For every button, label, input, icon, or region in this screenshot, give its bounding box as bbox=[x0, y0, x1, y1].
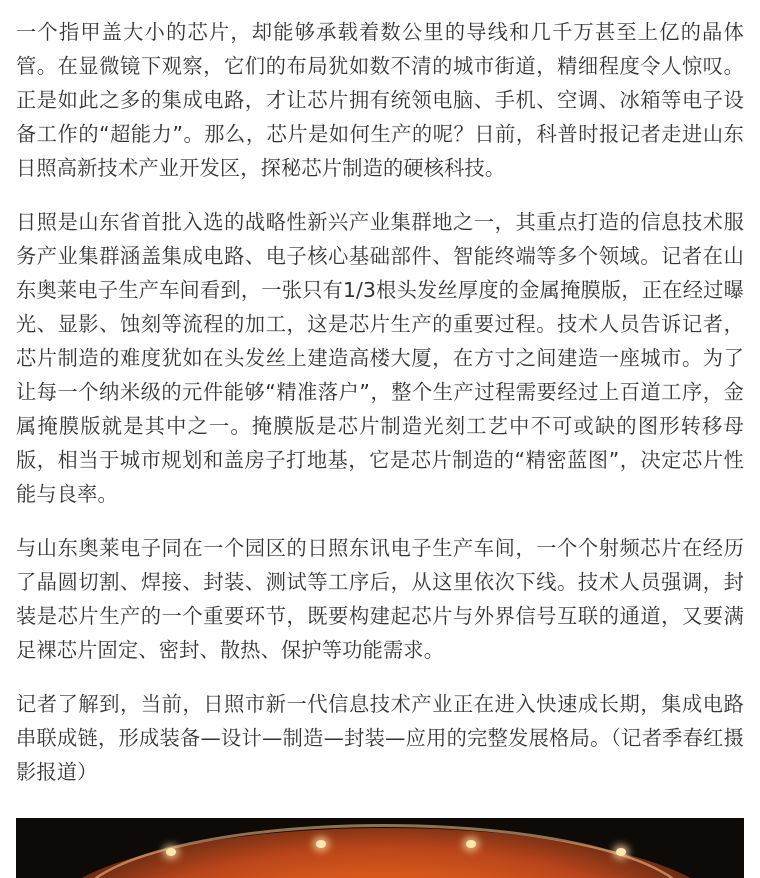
article-body bbox=[16, 15, 744, 809]
photo-lamp bbox=[616, 848, 626, 856]
paragraph-packaging: 与山东奥莱电子同在一个园区的日照东讯电子生产车间，一个个射频芯片在经历了晶圆切割、焊接、封装、测试等工序后，从这里依次下线。技术人员强调，封装是芯片生产的一个重要环节，既要构建起芯片与外界信号互联的通道，又要满足裸芯片固定、密封、散热、保护等功能需求。 bbox=[16, 536, 744, 662]
photo-lamp bbox=[166, 848, 176, 856]
photo-lamp bbox=[466, 840, 476, 848]
photo-lamp bbox=[316, 840, 326, 848]
article-photo bbox=[16, 818, 744, 878]
paragraph-intro: 一个指甲盖大小的芯片，却能够承载着数公里的导线和几千万甚至上亿的晶体管。在显微镜下观察，它们的布局犹如数不清的城市街道，精细程度令人惊叹。正是如此之多的集成电路，才让芯片拥有统领电脑、手机、空调、冰箱等电子设备工作的“超能力”。那么，芯片是如何生产的呢？日前，科普时报记者走进山东日照高新技术产业开发区，探秘芯片制造的硬核科技。 bbox=[16, 20, 744, 180]
paragraph-conclusion: 记者了解到，当前，日照市新一代信息技术产业正在进入快速成长期，集成电路串联成链，形成装备—设计—制造—封装—应用的完整发展格局。（记者季春红摄影报道） bbox=[16, 692, 744, 784]
paragraph-rizhao-cluster: 日照是山东省首批入选的战略性新兴产业集群地之一，其重点打造的信息技术服务产业集群涵盖集成电路、电子核心基础部件、智能终端等多个领域。记者在山东奥莱电子生产车间看到，一张只有1/3根头发丝厚度的金属掩膜版，正在经过曝光、显影、蚀刻等流程的加工，这是芯片生产的重要过程。技术人员告诉记者，芯片制造的难度犹如在头发丝上建造高楼大厦，在方寸之间建造一座城市。为了让每一个纳米级的元件能够“精准落户”，整个生产过程需要经过上百道工序，金属掩膜版就是其中之一。掩膜版是芯片制造光刻工艺中不可或缺的图形转移母版，相当于城市规划和盖房子打地基，它是芯片制造的“精密蓝图”，决定芯片性能与良率。 bbox=[16, 210, 744, 506]
